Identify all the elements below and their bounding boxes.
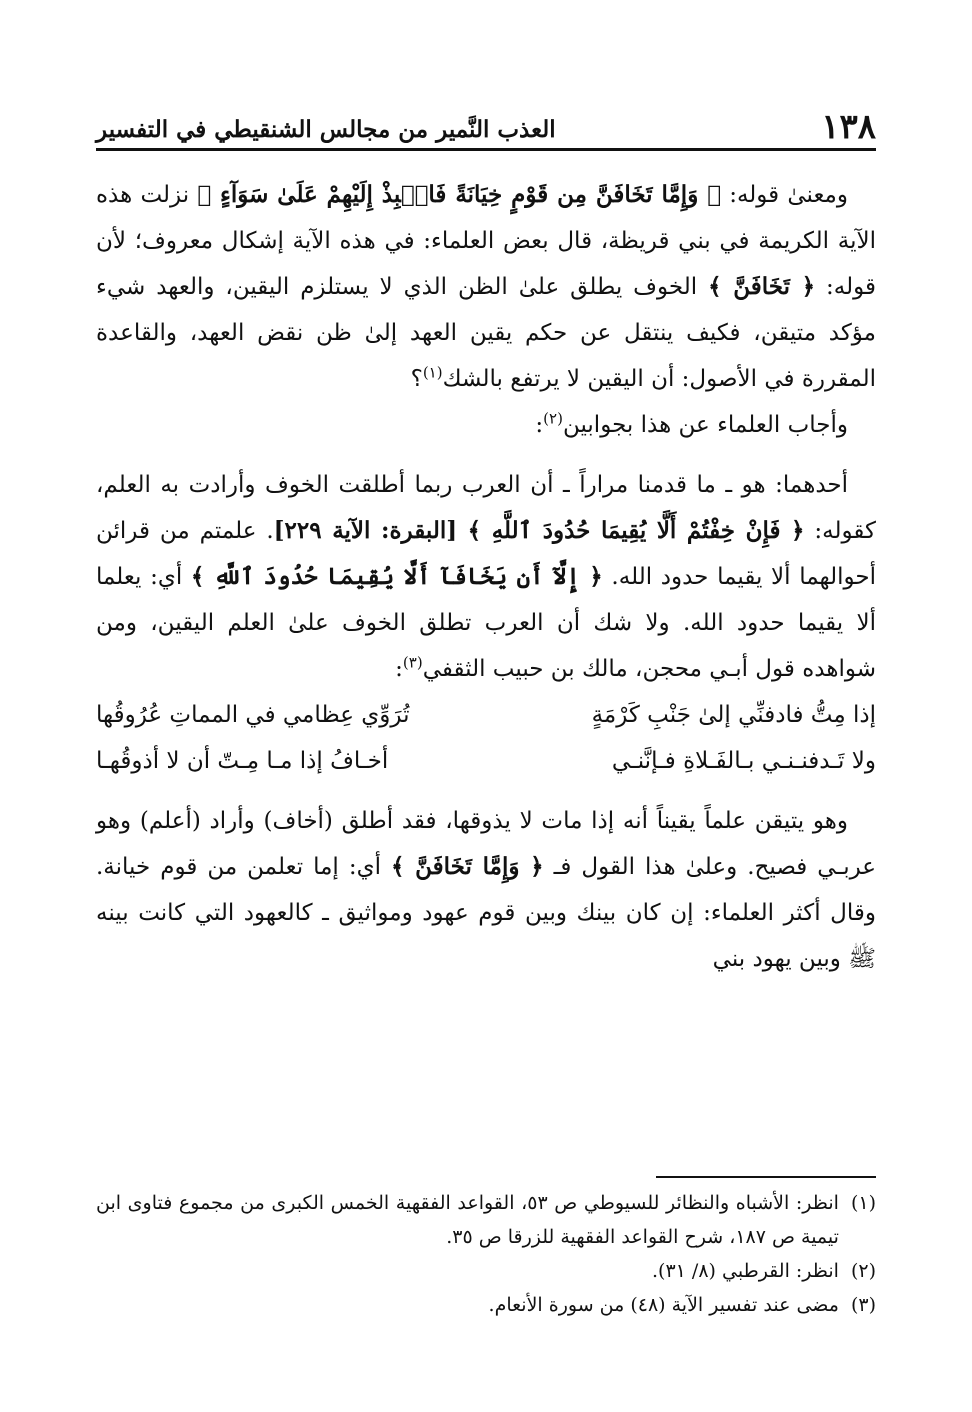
footnote-text: انظر: الأشباه والنظائر للسيوطي ص ٥٣، القواعد الفقهية الخمس الكبرى من مجموع فتاوى ابن تيمية ص ١٨٧، شرح القواعد الفقهية للزرقا ص ٣٥. [96,1192,839,1248]
footnote-ref[interactable]: (١) [422,363,443,382]
paragraph-2 [96,402,876,448]
book-title: العذب النَّمير من مجالس الشنقيطي في التفسير [96,116,556,144]
text-span: : [535,412,544,438]
page-number: ١٣٨ [821,107,876,147]
quran-reference: [البقرة: الآية ٢٢٩] [273,517,468,544]
verse-first-hemistich: إذا مِتُّ فادفنِّي إلىٰ جَنْبِ كَرْمَةٍ [591,702,876,728]
footnote-text: انظر: القرطبي (٨/ ٣١). [652,1260,839,1282]
text-span: وأجاب العلماء عن هذا بجوابين [562,412,848,438]
text-span: ومعنىٰ قوله: [721,182,848,208]
verse-first-hemistich: ولا تَـدفنـنـي بـالفَـلاةِ فـإنَّنـي [611,748,876,774]
quran-verse: ﴿ فَإِنْ خِفْتُمْ أَلَّا يُقِيمَا حُدُودَ ٱللَّهِ ﴾ [467,517,805,544]
quran-verse: ﴿ وَإِمَّا تَخَافَنَّ مِن قَوْمٍ خِيَانَةً فَانۢبِذْ إِلَيْهِمْ عَلَىٰ سَوَآءٍ ﴾ [197,181,721,208]
verse-second-hemistich: تُرَوِّي عِظامي في المماتِ عُرُوقُها [96,702,410,728]
page-header [96,100,876,151]
footnote-mark: (٢) [850,1260,876,1282]
paragraph-4 [96,798,876,982]
poem [96,692,876,784]
main-text [96,172,876,982]
footnote [96,1186,876,1254]
quran-verse: ﴿ وَإِمَّا تَخَافَنَّ ﴾ [390,853,544,880]
footnote [96,1288,876,1322]
text-span: أي: إما تعلمن من قوم خيانة. وقال أكثر العلماء: إن كان بينك وبين قوم عهود ومواثيق ـ كالعهود التي كانت بينه ﷺ وبين يهود بني [96,854,876,972]
text-span: نزلت هذه الآية الكريمة في بني قريظة، قال بعض العلماء: في هذه الآية إشكال معروف؛ لأن قوله: [96,182,876,300]
footnote [96,1254,876,1288]
poem-verse [96,692,876,738]
footnotes [96,1186,876,1322]
text-span: : [395,656,403,682]
footnote-ref[interactable]: (٣) [402,653,423,672]
text-span: وهو يتيقن علماً يقيناً أنه إذا مات لا يذوقها، فقد أطلق (أخاف) وأراد (أعلم) وهو عربـي فصيح. وعلىٰ هذا القول فـ [96,808,877,880]
quran-verse: ﴿ تَخَافَنَّ ﴾ [708,273,816,300]
text-span: أي: يعلما ألا يقيما حدود الله. ولا شك أن العرب تطلق الخوف علىٰ العلم اليقين، ومن شواهده قول أبـي محجن، مالك بن حبيب الثقفي [96,564,876,682]
footnote-ref[interactable]: (٢) [543,409,563,428]
verse-second-hemistich: أخـافُ إذا مـا مِـتّ أن لا أذوقُهـا [96,748,389,774]
paragraph-1 [96,172,876,402]
text-span: . علمتم من قرائن أحوالهما ألا يقيما حدود الله. [96,518,876,590]
footnote-mark: (٣) [850,1294,876,1316]
paragraph-3 [96,462,876,692]
text-span: الخوف يطلق علىٰ الظن الذي لا يستلزم اليقين، والعهد شيء مؤكد متيقن، فكيف ينتقل عن حكم يقين العهد إلىٰ ظن نقض العهد، والقاعدة المقررة في الأصول: أن اليقين لا يرتفع بالشك [96,274,876,392]
footnote-divider [656,1176,876,1178]
poem-verse [96,738,876,784]
text-span: أحدهما: هو ـ ما قدمنا مراراً ـ أن العرب ربما أطلقت الخوف وأرادت به العلم، كقوله: [96,472,876,544]
quran-verse: ﴿ إِلَّآ أَن يَخَافَآ أَلَّا يُقِيمَا حُدُودَ ٱللَّهِ ﴾ [190,563,603,590]
footnote-text: مضى عند تفسير الآية (٤٨) من سورة الأنعام. [488,1294,839,1316]
text-span: ؟ [410,366,423,392]
footnote-mark: (١) [850,1192,876,1214]
